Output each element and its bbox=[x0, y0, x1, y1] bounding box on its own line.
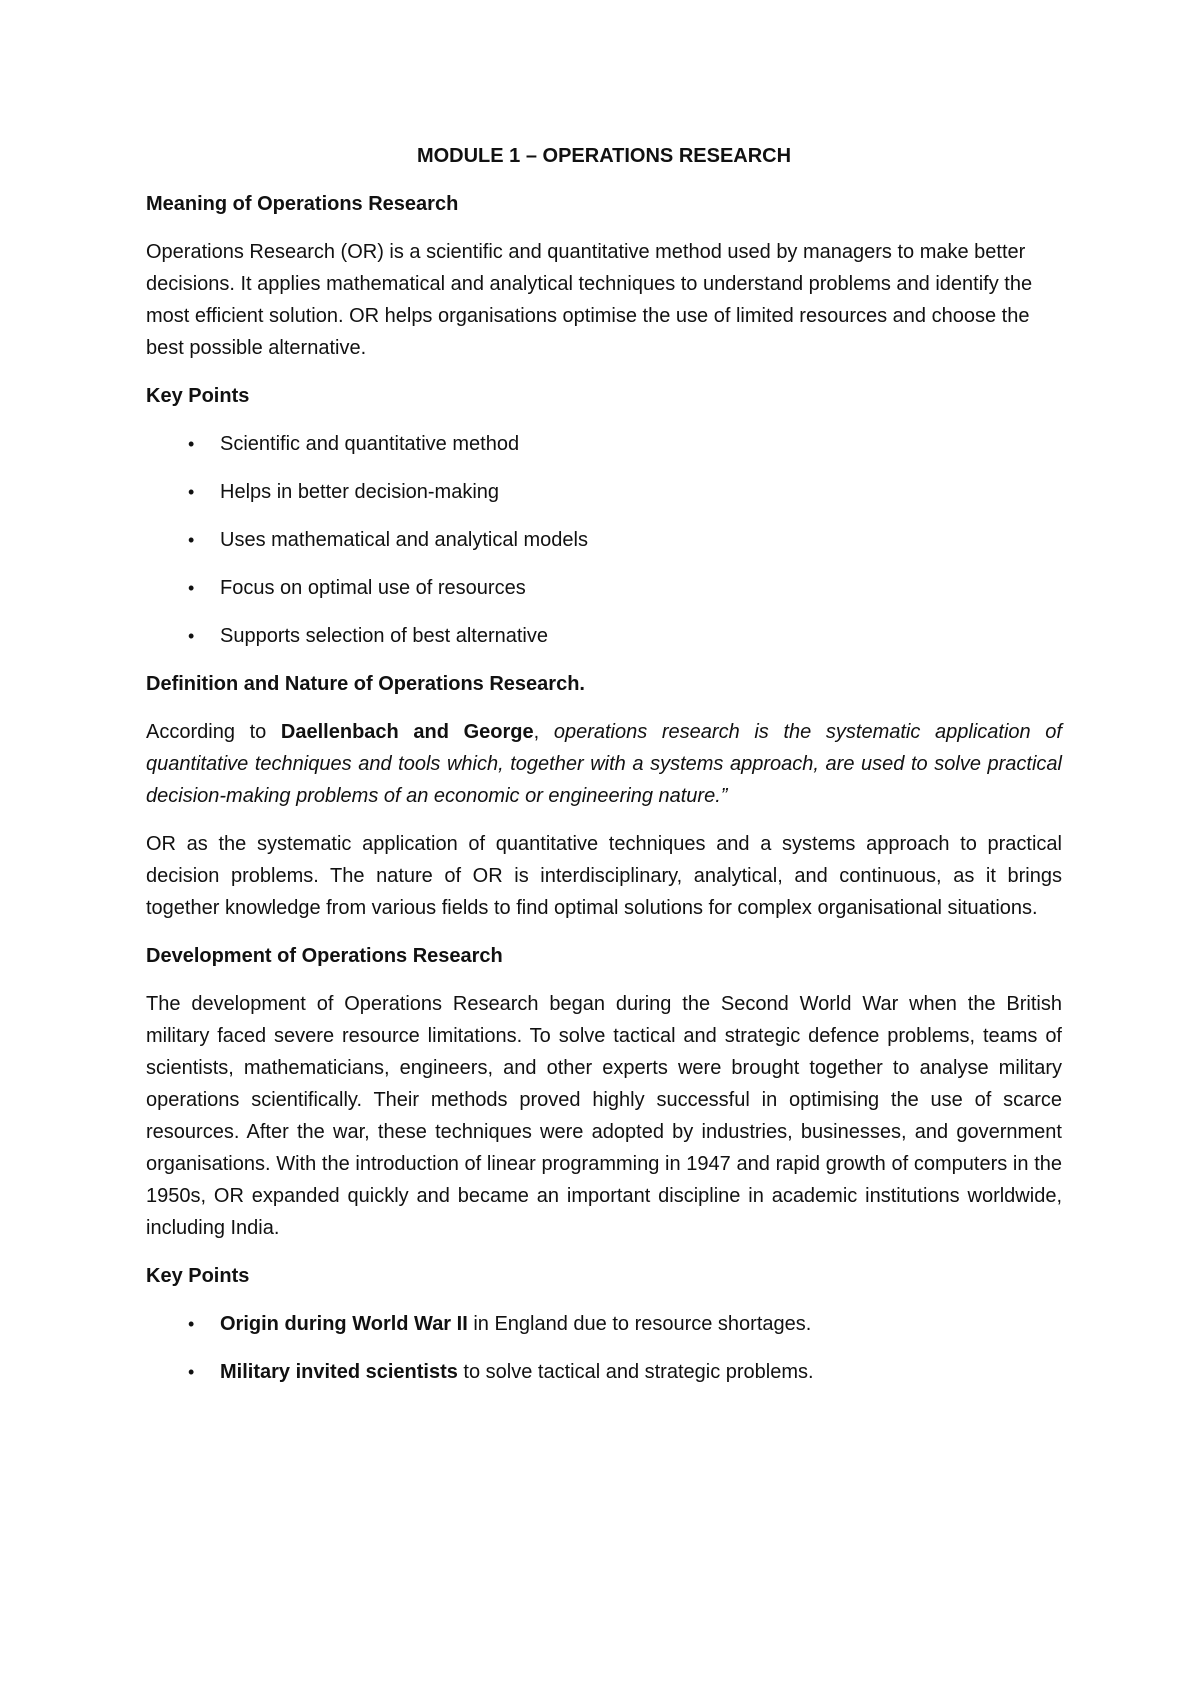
heading-definition: Definition and Nature of Operations Research. bbox=[146, 673, 585, 695]
key-points-list-2 bbox=[146, 1308, 1062, 1388]
list-item-text: Uses mathematical and analytical models bbox=[220, 529, 588, 551]
bullet-icon: • bbox=[188, 1362, 195, 1382]
document-page bbox=[146, 140, 1062, 1404]
paragraph-nature: OR as the systematic application of quantitative techniques and a systems approach to practical decision problems. The nature of OR is interdisciplinary, analytical, and continuous, as it brings together knowledge from various fields to find optimal solutions for complex organisational situations. bbox=[146, 833, 1062, 919]
paragraph-definition-quote bbox=[146, 716, 1062, 812]
list-item bbox=[146, 476, 1062, 508]
list-item-bold-text: Military invited scientists bbox=[220, 1361, 458, 1383]
list-item-text: Focus on optimal use of resources bbox=[220, 577, 526, 599]
list-item bbox=[146, 524, 1062, 556]
heading-key-points-1: Key Points bbox=[146, 385, 250, 407]
paragraph-development: The development of Operations Research began during the Second World War when the British military faced severe resource limitations. To solve tactical and strategic defence problems, teams of scientists, mathematicians, engineers, and other experts were brought together to analyse military operations scientifically. Their methods proved highly successful in optimising the use of scarce resources. After the war, these techniques were adopted by industries, businesses, and government organisations. With the introduction of linear programming in 1947 and rapid growth of computers in the 1950s, OR expanded quickly and became an important discipline in academic institutions worldwide, including India. bbox=[146, 993, 1062, 1239]
heading-key-points-2: Key Points bbox=[146, 1265, 250, 1287]
definition-comma: , bbox=[533, 721, 554, 743]
list-item-text: Supports selection of best alternative bbox=[220, 625, 548, 647]
heading-meaning: Meaning of Operations Research bbox=[146, 193, 459, 215]
bullet-icon: • bbox=[188, 530, 195, 550]
list-item-text: Scientific and quantitative method bbox=[220, 433, 520, 455]
key-points-list-1 bbox=[146, 428, 1062, 652]
list-item-bold-text: Origin during World War II bbox=[220, 1313, 468, 1335]
bullet-icon: • bbox=[188, 482, 195, 502]
definition-quote: operations research is the systematic application of quantitative techniques and tools which, together with a systems approach, are used to solve practical decision-making problems of an economic or engineering nature.” bbox=[146, 721, 1062, 807]
document-title: MODULE 1 – OPERATIONS RESEARCH bbox=[416, 145, 792, 167]
list-item bbox=[146, 572, 1062, 604]
definition-prefix: According to bbox=[146, 721, 281, 743]
list-item bbox=[146, 428, 1062, 460]
bullet-icon: • bbox=[188, 626, 195, 646]
list-item bbox=[146, 1356, 1062, 1388]
list-item-text: in England due to resource shortages. bbox=[467, 1313, 812, 1335]
list-item bbox=[146, 1308, 1062, 1340]
definition-author: Daellenbach and George bbox=[280, 721, 534, 743]
bullet-icon: • bbox=[188, 1314, 195, 1334]
bullet-icon: • bbox=[188, 578, 195, 598]
bullet-icon: • bbox=[188, 434, 195, 454]
list-item bbox=[146, 620, 1062, 652]
list-item-text: Helps in better decision-making bbox=[220, 481, 500, 503]
list-item-text: to solve tactical and strategic problems. bbox=[457, 1361, 814, 1383]
heading-development: Development of Operations Research bbox=[146, 945, 503, 967]
paragraph-meaning: Operations Research (OR) is a scientific and quantitative method used by managers to make better decisions. It applies mathematical and analytical techniques to understand problems and identify the most efficient solution. OR helps organisations optimise the use of limited resources and choose the best possible alternative. bbox=[146, 241, 1033, 359]
